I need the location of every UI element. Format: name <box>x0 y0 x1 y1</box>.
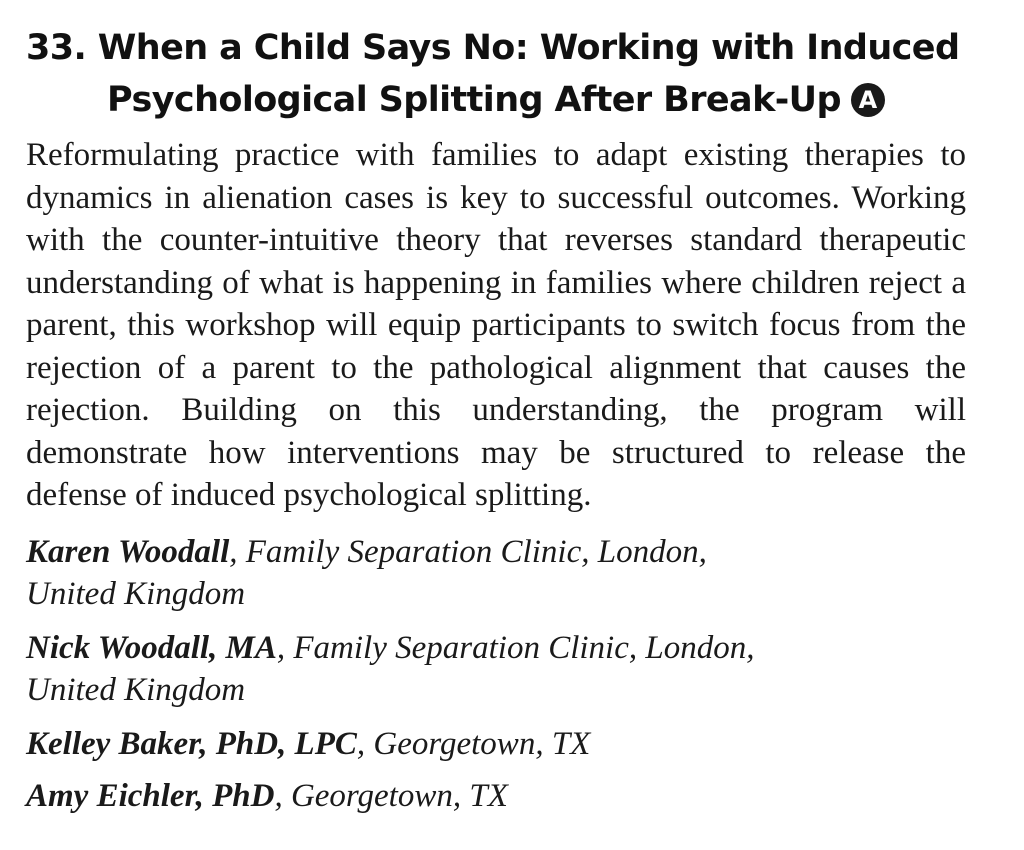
presenter-name: Karen Woodall <box>26 533 230 570</box>
presenter-4 <box>26 775 966 817</box>
presenter-affiliation: , Family Separation Clinic, London, <box>229 533 707 570</box>
presenter-3 <box>26 723 966 765</box>
session-title-line-2 <box>26 74 966 126</box>
session-title-line-1: 33. When a Child Says No: Working with Induced <box>26 28 960 68</box>
presenter-name: Amy Eichler, PhD <box>26 777 275 814</box>
presenter-affiliation: , Family Separation Clinic, London, <box>276 629 755 666</box>
session-abstract: Reformulating practice with families to adapt existing therapies to dynamics in alienation cases is key to successful outcomes. Working with the counter-intuitive theory that reverses standard therapeutic understanding of what is happening in families where children reject a parent, this workshop will equip participants to switch focus from the rejection of a parent to the pathological alignment that causes the rejection. Building on this understanding, the program will demonstrate how interventions may be structured to release the defense of induced psychological splitting. <box>26 137 966 513</box>
presenter-affiliation-country: United Kingdom <box>26 575 246 612</box>
presenter-2 <box>26 627 966 711</box>
presenter-1 <box>26 531 966 615</box>
session-title-text: Psychological Splitting After Break-Up <box>107 80 841 120</box>
session-title <box>26 22 966 126</box>
audience-level-badge-icon: A <box>851 83 885 117</box>
presenter-name: Kelley Baker, PhD, LPC <box>26 725 357 762</box>
presenter-name: Nick Woodall, MA <box>26 629 277 666</box>
presenter-affiliation: , Georgetown, TX <box>356 725 591 762</box>
session-listing <box>26 22 966 817</box>
presenter-affiliation-country: United Kingdom <box>26 671 246 708</box>
presenter-affiliation: , Georgetown, TX <box>274 777 508 814</box>
